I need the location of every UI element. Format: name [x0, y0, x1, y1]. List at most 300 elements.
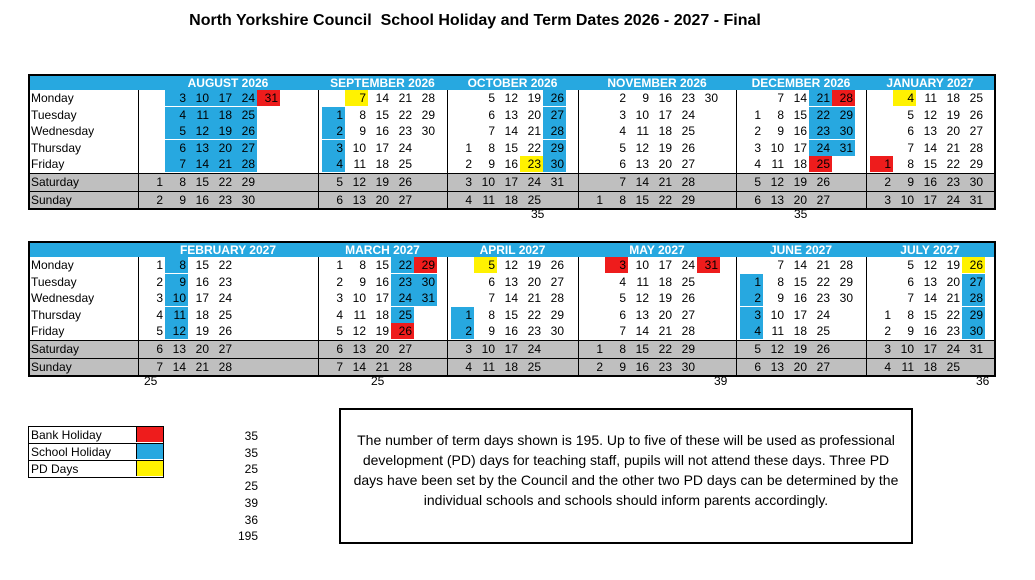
date-cell-weekend-day: 20	[793, 359, 807, 374]
day-row-sunday	[30, 358, 994, 376]
date-cell-weekend-day: 3	[465, 341, 472, 356]
date-cell-term-day: 7	[619, 324, 626, 339]
date-cell-term-day: 7	[488, 291, 495, 306]
month-header-row	[28, 74, 996, 90]
date-cell-term-day: 7	[907, 140, 914, 155]
date-cell-school-holiday: 2	[451, 323, 474, 339]
date-cell-school-holiday: 25	[234, 107, 257, 123]
date-cell-weekend-day: 5	[336, 174, 343, 189]
date-cell-weekend-day: 16	[195, 192, 209, 207]
date-cell-pd-day: 5	[474, 257, 497, 273]
date-cell-bank-holiday: 29	[414, 257, 437, 273]
date-cell-term-day: 10	[352, 291, 366, 306]
month-name: JULY 2027	[900, 243, 960, 257]
date-cell-weekend-day: 12	[770, 174, 784, 189]
month-name: FEBRUARY 2027	[179, 243, 277, 257]
date-cell-school-holiday: 26	[234, 123, 257, 139]
date-cell-term-day: 15	[375, 258, 389, 272]
date-cell-term-day: 6	[488, 274, 495, 289]
date-cell-weekend-day: 6	[336, 341, 343, 356]
month-header-row	[28, 241, 996, 257]
month-name: OCTOBER 2026	[467, 76, 558, 90]
date-cell-weekend-day: 29	[681, 341, 695, 356]
date-cell-weekend-day: 15	[635, 341, 649, 356]
date-cell-term-day: 6	[907, 274, 914, 289]
date-cell-weekend-day: 10	[481, 174, 495, 189]
day-label: Friday	[31, 157, 65, 172]
date-cell-term-day: 12	[352, 324, 366, 339]
date-cell-weekend-day: 4	[465, 192, 472, 207]
date-cell-term-day: 22	[527, 307, 541, 322]
day-label: Monday	[31, 258, 74, 272]
date-cell-school-holiday: 24	[391, 290, 414, 306]
date-cell-weekend-day: 24	[527, 341, 541, 356]
date-cell-term-day: 21	[658, 324, 672, 339]
date-cell-weekend-day: 31	[969, 341, 983, 356]
date-cell-term-day: 19	[946, 107, 960, 122]
date-cell-pd-day: 7	[345, 90, 368, 106]
date-cell-weekend-day: 25	[527, 192, 541, 207]
date-cell-term-day: 24	[816, 307, 830, 322]
date-cell-term-day: 9	[488, 157, 495, 172]
term-total: 25	[244, 462, 258, 477]
date-cell-weekend-day: 8	[179, 174, 186, 189]
date-cell-weekend-day: 16	[923, 174, 937, 189]
day-row-thursday	[30, 307, 994, 324]
date-cell-term-day: 20	[946, 274, 960, 289]
date-cell-term-day: 16	[923, 324, 937, 339]
day-row-sunday	[30, 191, 994, 209]
day-label: Thursday	[31, 140, 82, 155]
date-cell-weekend-day: 11	[901, 359, 914, 374]
date-cell-weekend-day: 10	[900, 192, 914, 207]
date-cell-term-day: 19	[195, 324, 209, 339]
date-cell-term-day: 11	[924, 91, 937, 105]
date-cell-term-day: 8	[907, 307, 914, 322]
month-name: AUGUST 2026	[187, 76, 269, 90]
date-cell-term-day: 29	[839, 274, 853, 289]
day-row-monday	[30, 90, 994, 107]
date-cell-weekend-day: 18	[923, 359, 937, 374]
term-days-note: The number of term days shown is 195. Up to five of these will be used as professional development (PD) days for teaching staff, pupils will not attend these days. Three PD days have been set by the Council and the other two PD days can be determined by the individual schools and schools should inform parents accordingly.	[339, 408, 913, 544]
date-cell-term-day: 22	[816, 274, 830, 289]
date-cell-term-day: 13	[923, 274, 937, 289]
date-cell-term-day: 26	[681, 140, 695, 155]
date-cell-weekend-day: 9	[907, 174, 914, 189]
date-cell-term-day: 12	[923, 107, 937, 122]
date-cell-bank-holiday: 3	[605, 257, 628, 273]
date-cell-weekend-day: 28	[218, 359, 232, 374]
date-cell-weekend-day: 1	[156, 174, 163, 189]
date-cell-school-holiday: 9	[165, 274, 188, 290]
date-cell-weekend-day: 24	[946, 192, 960, 207]
date-cell-term-day: 20	[946, 124, 960, 139]
date-cell-term-day: 24	[681, 107, 695, 122]
date-cell-weekend-day: 25	[527, 359, 541, 374]
day-label: Wednesday	[31, 124, 95, 139]
date-cell-term-day: 21	[816, 258, 830, 272]
date-cell-school-holiday: 10	[165, 290, 188, 306]
date-cell-weekend-day: 27	[398, 341, 412, 356]
date-cell-term-day: 15	[504, 140, 518, 155]
date-cell-weekend-day: 19	[375, 174, 389, 189]
term-total: 25	[244, 479, 258, 494]
date-cell-term-day: 7	[777, 91, 784, 105]
date-cell-term-day: 14	[793, 258, 807, 272]
date-cell-term-day: 15	[504, 307, 518, 322]
date-cell-term-day: 5	[907, 258, 914, 272]
date-cell-term-day: 16	[793, 291, 807, 306]
date-cell-term-day: 18	[195, 307, 209, 322]
date-cell-term-day: 18	[793, 324, 807, 339]
date-cell-weekend-day: 28	[681, 174, 695, 189]
date-cell-term-day: 6	[619, 307, 626, 322]
date-cell-weekend-day: 28	[398, 359, 412, 374]
date-cell-weekend-day: 29	[681, 192, 695, 207]
date-cell-school-holiday: 30	[543, 156, 566, 172]
day-label: Tuesday	[31, 274, 77, 289]
date-cell-term-day: 15	[375, 107, 389, 122]
date-cell-weekend-day: 7	[619, 174, 626, 189]
date-cell-term-day: 1	[884, 307, 891, 322]
legend-label: School Holiday	[31, 445, 112, 459]
month-divider	[138, 90, 139, 208]
date-cell-term-day: 22	[398, 107, 412, 122]
month-divider	[318, 90, 319, 208]
date-cell-weekend-day: 7	[336, 359, 343, 374]
date-cell-term-day: 9	[359, 124, 366, 139]
date-cell-weekend-day: 20	[375, 192, 389, 207]
date-cell-term-day: 23	[527, 324, 541, 339]
date-cell-weekend-day: 8	[619, 341, 626, 356]
day-label: Saturday	[31, 341, 80, 356]
month-divider	[736, 257, 737, 375]
date-cell-school-holiday: 29	[543, 140, 566, 156]
legend-bank-holiday	[29, 427, 163, 444]
date-cell-term-day: 3	[156, 291, 163, 306]
date-cell-weekend-day: 17	[923, 192, 937, 207]
day-row-tuesday	[30, 107, 994, 124]
date-cell-term-day: 4	[156, 307, 163, 322]
date-cell-weekend-day: 30	[241, 192, 255, 207]
date-cell-weekend-day: 11	[482, 192, 495, 207]
month-name: JUNE 2027	[769, 243, 833, 257]
date-cell-term-day: 22	[527, 140, 541, 155]
date-cell-term-day: 28	[969, 140, 983, 155]
day-label: Sunday	[31, 192, 72, 207]
day-label: Friday	[31, 324, 65, 339]
date-cell-term-day: 4	[619, 124, 626, 139]
day-row-thursday	[30, 140, 994, 157]
date-cell-term-day: 28	[421, 91, 435, 105]
date-cell-weekend-day: 2	[156, 192, 163, 207]
date-cell-school-holiday: 4	[322, 156, 345, 172]
date-cell-weekend-day: 21	[195, 359, 209, 374]
date-cell-weekend-day: 19	[793, 174, 807, 189]
date-cell-term-day: 10	[635, 107, 649, 122]
date-cell-school-holiday: 23	[809, 123, 832, 139]
date-cell-term-day: 5	[336, 324, 343, 339]
date-cell-school-holiday: 30	[962, 323, 985, 339]
date-cell-weekend-day: 6	[754, 359, 761, 374]
date-cell-term-day: 12	[923, 258, 937, 272]
date-cell-weekend-day: 11	[482, 359, 495, 374]
date-cell-term-day: 20	[658, 157, 672, 172]
date-cell-school-holiday: 25	[391, 307, 414, 323]
date-cell-weekend-day: 3	[884, 192, 891, 207]
term-total-sum: 195	[237, 529, 258, 544]
date-cell-term-day: 19	[658, 291, 672, 306]
date-cell-term-day: 2	[156, 274, 163, 289]
date-cell-school-holiday: 30	[414, 274, 437, 290]
date-cell-weekend-day: 18	[504, 192, 518, 207]
date-cell-term-day: 2	[465, 157, 472, 172]
date-cell-term-day: 17	[375, 291, 389, 306]
date-cell-weekend-day: 3	[465, 174, 472, 189]
date-cell-weekend-day: 30	[681, 359, 695, 374]
date-cell-school-holiday: 29	[832, 107, 855, 123]
date-cell-weekend-day: 27	[816, 192, 830, 207]
date-cell-term-day: 24	[218, 291, 232, 306]
day-row-saturday	[30, 340, 994, 358]
date-cell-weekend-day: 23	[946, 174, 960, 189]
date-cell-term-day: 13	[635, 307, 649, 322]
date-cell-term-day: 17	[793, 307, 807, 322]
date-cell-term-day: 29	[969, 157, 983, 172]
date-cell-school-holiday: 1	[451, 307, 474, 323]
date-cell-weekend-day: 5	[754, 174, 761, 189]
month-term-total: 25	[371, 374, 385, 389]
date-cell-term-day: 22	[946, 157, 960, 172]
date-cell-weekend-day: 13	[172, 341, 186, 356]
date-cell-term-day: 27	[681, 307, 695, 322]
date-cell-term-day: 22	[946, 307, 960, 322]
date-cell-term-day: 30	[704, 91, 718, 105]
date-cell-term-day: 20	[527, 107, 541, 122]
date-cell-term-day: 19	[658, 140, 672, 155]
date-cell-term-day: 16	[375, 124, 389, 139]
date-cell-term-day: 11	[636, 274, 649, 289]
date-cell-weekend-day: 12	[352, 174, 366, 189]
date-cell-term-day: 8	[907, 157, 914, 172]
date-cell-school-holiday: 28	[962, 290, 985, 306]
date-cell-school-holiday: 4	[165, 107, 188, 123]
date-cell-weekend-day: 15	[635, 192, 649, 207]
month-divider	[578, 90, 579, 208]
date-cell-term-day: 1	[754, 107, 761, 122]
date-cell-weekend-day: 2	[884, 174, 891, 189]
date-cell-pd-day: 26	[962, 257, 985, 273]
date-cell-term-day: 26	[550, 258, 564, 272]
date-cell-school-holiday: 1	[740, 274, 763, 290]
term-total: 35	[244, 429, 258, 443]
date-cell-term-day: 18	[946, 91, 960, 105]
day-row-saturday	[30, 173, 994, 191]
date-cell-weekend-day: 15	[195, 174, 209, 189]
date-cell-term-day: 17	[658, 258, 672, 272]
legend-school-holiday	[29, 444, 163, 461]
date-cell-term-day: 16	[504, 157, 518, 172]
day-row-monday	[30, 257, 994, 274]
date-cell-school-holiday: 14	[188, 156, 211, 172]
date-cell-weekend-day: 22	[218, 174, 232, 189]
date-cell-term-day: 3	[754, 140, 761, 155]
date-cell-weekend-day: 13	[770, 192, 784, 207]
date-cell-term-day: 21	[527, 291, 541, 306]
date-cell-school-holiday: 22	[809, 107, 832, 123]
date-cell-weekend-day: 1	[596, 341, 603, 356]
date-cell-weekend-day: 13	[770, 359, 784, 374]
day-label: Monday	[31, 91, 74, 105]
date-cell-term-day: 14	[635, 324, 649, 339]
legend-label: Bank Holiday	[31, 428, 102, 442]
date-cell-term-day: 7	[777, 258, 784, 272]
date-cell-term-day: 26	[218, 324, 232, 339]
date-cell-term-day: 19	[946, 258, 960, 272]
day-label: Sunday	[31, 359, 72, 374]
date-cell-weekend-day: 20	[793, 192, 807, 207]
date-cell-term-day: 14	[793, 91, 807, 105]
date-cell-school-holiday: 21	[211, 156, 234, 172]
date-cell-term-day: 23	[681, 91, 695, 105]
date-cell-pd-day: 23	[520, 156, 543, 172]
date-cell-term-day: 9	[777, 124, 784, 139]
date-cell-term-day: 21	[398, 91, 412, 105]
date-cell-term-day: 22	[218, 258, 232, 272]
date-cell-term-day: 23	[218, 274, 232, 289]
date-cell-term-day: 25	[816, 324, 830, 339]
date-cell-term-day: 24	[681, 258, 695, 272]
date-cell-term-day: 28	[839, 258, 853, 272]
date-cell-term-day: 14	[504, 291, 518, 306]
date-cell-weekend-day: 27	[218, 341, 232, 356]
date-cell-school-holiday: 8	[165, 257, 188, 273]
date-cell-term-day: 1	[156, 258, 163, 272]
date-cell-term-day: 8	[488, 307, 495, 322]
date-cell-term-day: 4	[619, 274, 626, 289]
date-cell-school-holiday: 6	[165, 140, 188, 156]
month-divider	[138, 257, 139, 375]
date-cell-school-holiday: 1	[322, 107, 345, 123]
date-cell-term-day: 9	[642, 91, 649, 105]
month-divider	[866, 90, 867, 208]
date-cell-term-day: 25	[681, 274, 695, 289]
date-cell-term-day: 30	[550, 324, 564, 339]
date-cell-school-holiday: 26	[543, 90, 566, 106]
date-cell-weekend-day: 6	[336, 192, 343, 207]
month-name: APRIL 2027	[479, 243, 546, 257]
month-name: MARCH 2027	[345, 243, 420, 257]
month-divider	[736, 90, 737, 208]
day-row-wednesday	[30, 290, 994, 307]
date-cell-term-day: 26	[681, 291, 695, 306]
date-cell-term-day: 5	[619, 140, 626, 155]
date-cell-weekend-day: 17	[504, 341, 518, 356]
term-totals-list	[236, 428, 258, 545]
date-cell-term-day: 25	[681, 124, 695, 139]
date-cell-term-day: 5	[619, 291, 626, 306]
date-cell-term-day: 8	[777, 274, 784, 289]
date-cell-weekend-day: 27	[398, 192, 412, 207]
date-cell-term-day: 5	[156, 324, 163, 339]
date-cell-school-holiday: 11	[188, 107, 211, 123]
date-cell-term-day: 10	[770, 307, 784, 322]
date-cell-term-day: 5	[907, 107, 914, 122]
date-cell-term-day: 13	[504, 274, 518, 289]
date-cell-term-day: 8	[488, 140, 495, 155]
date-cell-term-day: 9	[777, 291, 784, 306]
date-cell-term-day: 4	[336, 307, 343, 322]
legend-pd-days	[29, 461, 163, 477]
date-cell-term-day: 30	[839, 291, 853, 306]
month-term-total: 35	[531, 207, 545, 222]
date-cell-weekend-day: 8	[619, 192, 626, 207]
date-cell-weekend-day: 6	[754, 192, 761, 207]
month-term-total: 36	[976, 374, 990, 389]
date-cell-term-day: 6	[488, 107, 495, 122]
month-name: DECEMBER 2026	[751, 76, 851, 90]
pd-day-swatch	[136, 461, 163, 476]
date-cell-bank-holiday: 28	[832, 90, 855, 106]
calendar-grid	[28, 90, 996, 210]
date-cell-weekend-day: 21	[375, 359, 389, 374]
date-cell-term-day: 9	[359, 274, 366, 289]
date-cell-term-day: 23	[816, 291, 830, 306]
month-divider	[578, 257, 579, 375]
date-cell-school-holiday: 2	[740, 290, 763, 306]
date-cell-term-day: 13	[635, 157, 649, 172]
date-cell-school-holiday: 27	[234, 140, 257, 156]
month-divider	[447, 90, 448, 208]
month-term-total: 39	[714, 374, 728, 389]
date-cell-weekend-day: 22	[658, 341, 672, 356]
date-cell-weekend-day: 2	[596, 359, 603, 374]
date-cell-term-day: 18	[375, 157, 389, 172]
date-cell-school-holiday: 17	[211, 90, 234, 106]
date-cell-term-day: 18	[793, 157, 807, 172]
date-cell-term-day: 19	[527, 258, 541, 272]
date-cell-term-day: 28	[550, 291, 564, 306]
date-cell-term-day: 29	[421, 107, 435, 122]
month-divider	[318, 257, 319, 375]
month-divider	[447, 257, 448, 375]
date-cell-term-day: 21	[946, 140, 960, 155]
date-cell-term-day: 20	[658, 307, 672, 322]
month-name: SEPTEMBER 2026	[330, 76, 435, 90]
date-cell-weekend-day: 22	[658, 192, 672, 207]
date-cell-term-day: 27	[969, 124, 983, 139]
date-cell-weekend-day: 17	[923, 341, 937, 356]
date-cell-term-day: 7	[488, 124, 495, 139]
date-cell-term-day: 14	[923, 140, 937, 155]
date-cell-term-day: 27	[681, 157, 695, 172]
school-holiday-swatch	[136, 444, 163, 459]
date-cell-school-holiday: 27	[962, 274, 985, 290]
date-cell-term-day: 15	[923, 157, 937, 172]
date-cell-term-day: 11	[771, 324, 784, 339]
month-term-total: 35	[794, 207, 808, 222]
date-cell-weekend-day: 21	[658, 174, 672, 189]
term-total: 39	[244, 495, 258, 510]
date-cell-weekend-day: 13	[352, 192, 366, 207]
date-cell-term-day: 5	[488, 91, 495, 105]
date-cell-bank-holiday: 26	[391, 323, 414, 339]
date-cell-school-holiday: 3	[322, 140, 345, 156]
date-cell-term-day: 15	[923, 307, 937, 322]
calendar-block-aug-jan	[28, 74, 996, 222]
date-cell-term-day: 27	[550, 274, 564, 289]
date-cell-school-holiday: 3	[165, 90, 188, 106]
